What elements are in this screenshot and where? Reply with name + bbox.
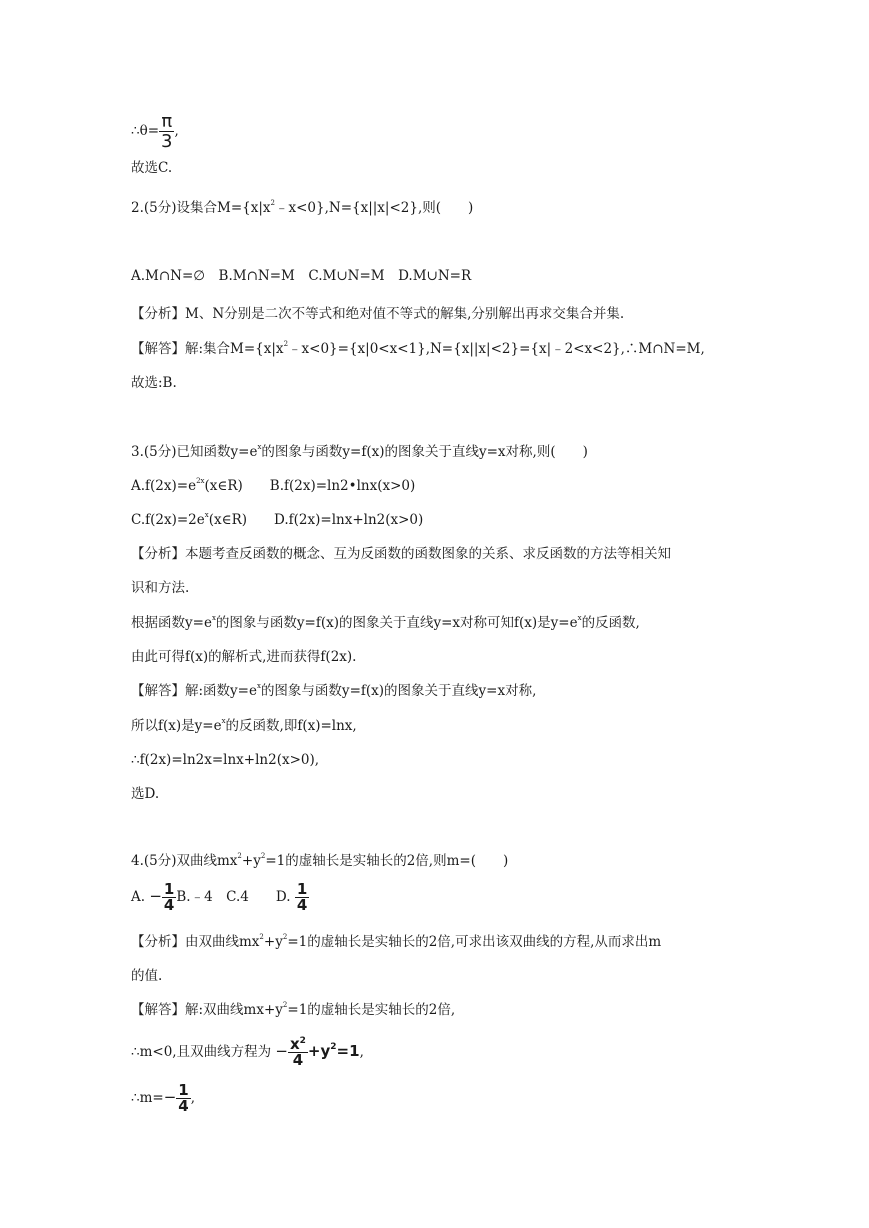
q3-analysis-line4: 由此可得f(x)的解析式,进而获得f(2x). (131, 649, 357, 665)
q2-answer: 故选:B. (131, 375, 177, 391)
q4-solution-line2: ∴m<0,且双曲线方程为 − $\frac{x^2}{4}$ $+y^2=1$, (131, 1035, 364, 1069)
fraction-one-quarter-m: $\frac{1}{4}$ (178, 1081, 189, 1115)
q3-analysis-line2: 识和方法. (131, 580, 190, 596)
q4-analysis-line2: 的值. (131, 968, 163, 984)
q3-stem: 3.(5分)已知函数$y=e^x$的图象与函数y=f(x)的图象关于直线y=x对称,则( ) (131, 443, 588, 460)
q2-solution: 【解答】解:集合$M=\{x|x^2﹣x<0\}=\{x|0<x<1\},N=\{x||x|<2\}=\{x|﹣2<x<2\},\therefore M\cap N=M$, (131, 340, 705, 357)
q4-solution-line1: 【解答】解:双曲线$mx+y^2=1$的虚轴长是实轴长的2倍, (131, 1001, 456, 1018)
conclusion-theta: ∴θ= $\frac{\pi}{3}$ , (131, 111, 179, 152)
q3-analysis-line3: 根据函数$y=e^x$的图象与函数y=f(x)的图象关于直线y=x对称可知f(x)是$y=e^x$的反函数, (131, 614, 640, 631)
q2-analysis: 【分析】M、N分别是二次不等式和绝对值不等式的解集,分别解出再求交集合并集. (131, 306, 625, 322)
q2-options: A.M∩N=∅ B.M∩N=M C.M∪N=M D.M∪N=R (131, 268, 472, 284)
q3-options-cd: $C.f(2x)=2e^x(x\in R)$ D.f(2x)=lnx+ln2(x>0) (131, 511, 424, 528)
fraction-x2-over-4: $\frac{x^2}{4}$ (289, 1035, 306, 1069)
q3-options-ab: $A.f(2x)=e^{2x}(x\in R)$ B.f(2x)=ln2•lnx(x>0) (131, 477, 416, 494)
q3-solution-line1: 【解答】解:函数$y=e^x$的图象与函数y=f(x)的图象关于直线y=x对称, (131, 682, 537, 699)
fraction-one-quarter-d: $\frac{1}{4}$ (296, 880, 308, 914)
q3-solution-line3: ∴f(2x)=ln2x=lnx+ln2(x>0), (131, 752, 320, 768)
q4-analysis-line1: 【分析】由双曲线$mx^2+y^2=1$的虚轴长是实轴长的2倍,可求出该双曲线的方程,从而求出m (131, 933, 662, 950)
q4-options: A. − $\frac{1}{4}$ B.﹣4 C.4 D. $\frac{1}{4}$ (131, 880, 308, 914)
q2-stem: 2.(5分)设集合$M=\{x|x^2﹣x<0\},N=\{x||x|<2\}$,则( ) (131, 199, 474, 216)
q3-analysis-line1: 【分析】本题考查反函数的概念、互为反函数的函数图象的关系、求反函数的方法等相关知 (131, 546, 671, 562)
answer-line-q1: 故选C. (131, 160, 173, 176)
pi-over-3-fraction: $\frac{\pi}{3}$ (161, 111, 173, 152)
q4-solution-line3: ∴m=− $\frac{1}{4}$ , (131, 1081, 196, 1115)
q3-solution-line2: 所以f(x)是$y=e^x$的反函数,即f(x)=lnx, (131, 717, 357, 734)
q4-stem: 4.(5分)双曲线$mx^2+y^2=1$的虚轴长是实轴长的2倍,则m=( ) (131, 852, 509, 869)
q3-answer: 选D. (131, 786, 160, 802)
fraction-one-quarter-a: $\frac{1}{4}$ (163, 880, 175, 914)
